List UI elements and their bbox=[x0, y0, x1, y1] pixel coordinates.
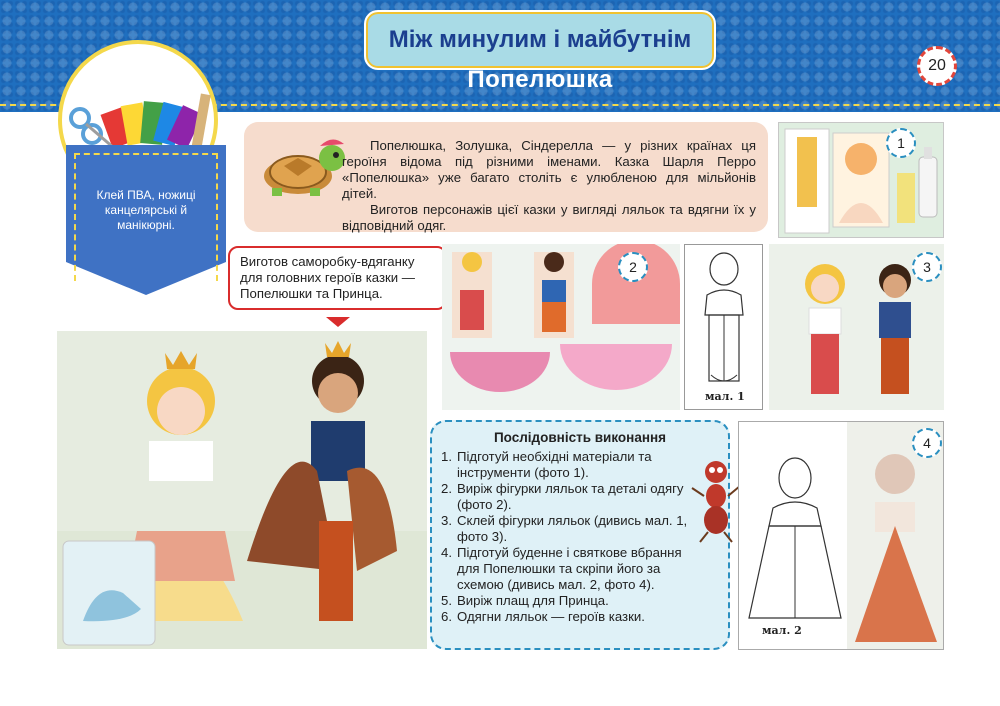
materials-photo-illustration bbox=[779, 123, 944, 238]
steps-title: Послідовність виконання bbox=[493, 430, 667, 445]
list-item bbox=[441, 449, 693, 481]
step-text: Склей фігурки ляльок (дивись мал. 1, фото 3). bbox=[457, 513, 688, 544]
callout-box bbox=[228, 246, 447, 310]
page-number: 20 bbox=[917, 46, 957, 86]
photo4-badge: 4 bbox=[912, 428, 942, 458]
intro-text bbox=[342, 138, 756, 234]
step-number: 6. bbox=[441, 609, 452, 624]
list-item bbox=[441, 513, 693, 545]
main-photo-dolls bbox=[57, 331, 427, 649]
photo2-badge: 2 bbox=[618, 252, 648, 282]
step-text: Виріж фігурки ляльок та деталі одягу (фото 2). bbox=[457, 481, 684, 512]
photo-materials bbox=[778, 122, 944, 238]
scissors-icon bbox=[66, 90, 216, 150]
step-text: Підготуй необхідні матеріали та інструменти (фото 1). bbox=[457, 449, 652, 480]
step-text: Одягни ляльок — героїв казки. bbox=[457, 609, 645, 624]
chapter-title-box bbox=[364, 10, 716, 70]
photo3-badge: 3 bbox=[912, 252, 942, 282]
photo1-badge: 1 bbox=[886, 128, 916, 158]
step-text: Підготуй буденне і святкове вбрання для Попелюшки та скріпи його за схемою (дивись мал. 2, фото 4). bbox=[457, 545, 682, 592]
step-number: 3. bbox=[441, 513, 452, 528]
steps-list bbox=[441, 449, 693, 625]
drawing-2-label: мал. 2 bbox=[762, 624, 802, 637]
callout-arrow bbox=[326, 317, 350, 327]
dress-scheme-illustration bbox=[739, 422, 944, 650]
drawing-1-label: мал. 1 bbox=[705, 390, 745, 403]
step-number: 5. bbox=[441, 593, 452, 608]
step-text: Виріж плащ для Принца. bbox=[457, 593, 609, 608]
list-item bbox=[441, 481, 693, 513]
intro-paragraph-1: Попелюшка, Золушка, Сіндерелла — у різних країнах ця героїня відома під різними іменами. Казка Шарля Перро «Попелюшка» уже багато століть є улюбленою для мільйонів дітей. bbox=[342, 138, 756, 201]
materials-text: Клей ПВА, ножиці канцелярські й манікюрні. bbox=[96, 188, 196, 232]
list-item bbox=[441, 545, 693, 593]
drawing-1 bbox=[684, 244, 763, 410]
drawing-1-outline bbox=[685, 245, 763, 391]
turtle-icon bbox=[258, 128, 348, 198]
ant-icon bbox=[690, 458, 742, 544]
list-item bbox=[441, 609, 693, 625]
photo-dress-scheme bbox=[738, 421, 944, 650]
step-number: 2. bbox=[441, 481, 452, 496]
intro-paragraph-2: Виготов персонажів цієї казки у вигляді ляльок та вдягни їх у відповідний одяг. bbox=[342, 202, 756, 233]
main-dolls-illustration bbox=[57, 331, 427, 649]
step-number: 4. bbox=[441, 545, 452, 560]
list-item bbox=[441, 593, 693, 609]
lesson-title: Попелюшка bbox=[467, 66, 613, 93]
chapter-title: Між минулим і майбутнім bbox=[388, 26, 692, 53]
step-number: 1. bbox=[441, 449, 452, 464]
callout-text: Виготов саморобку-вдяганку для головних героїв казки — Попелюшки та Принца. bbox=[240, 254, 415, 301]
